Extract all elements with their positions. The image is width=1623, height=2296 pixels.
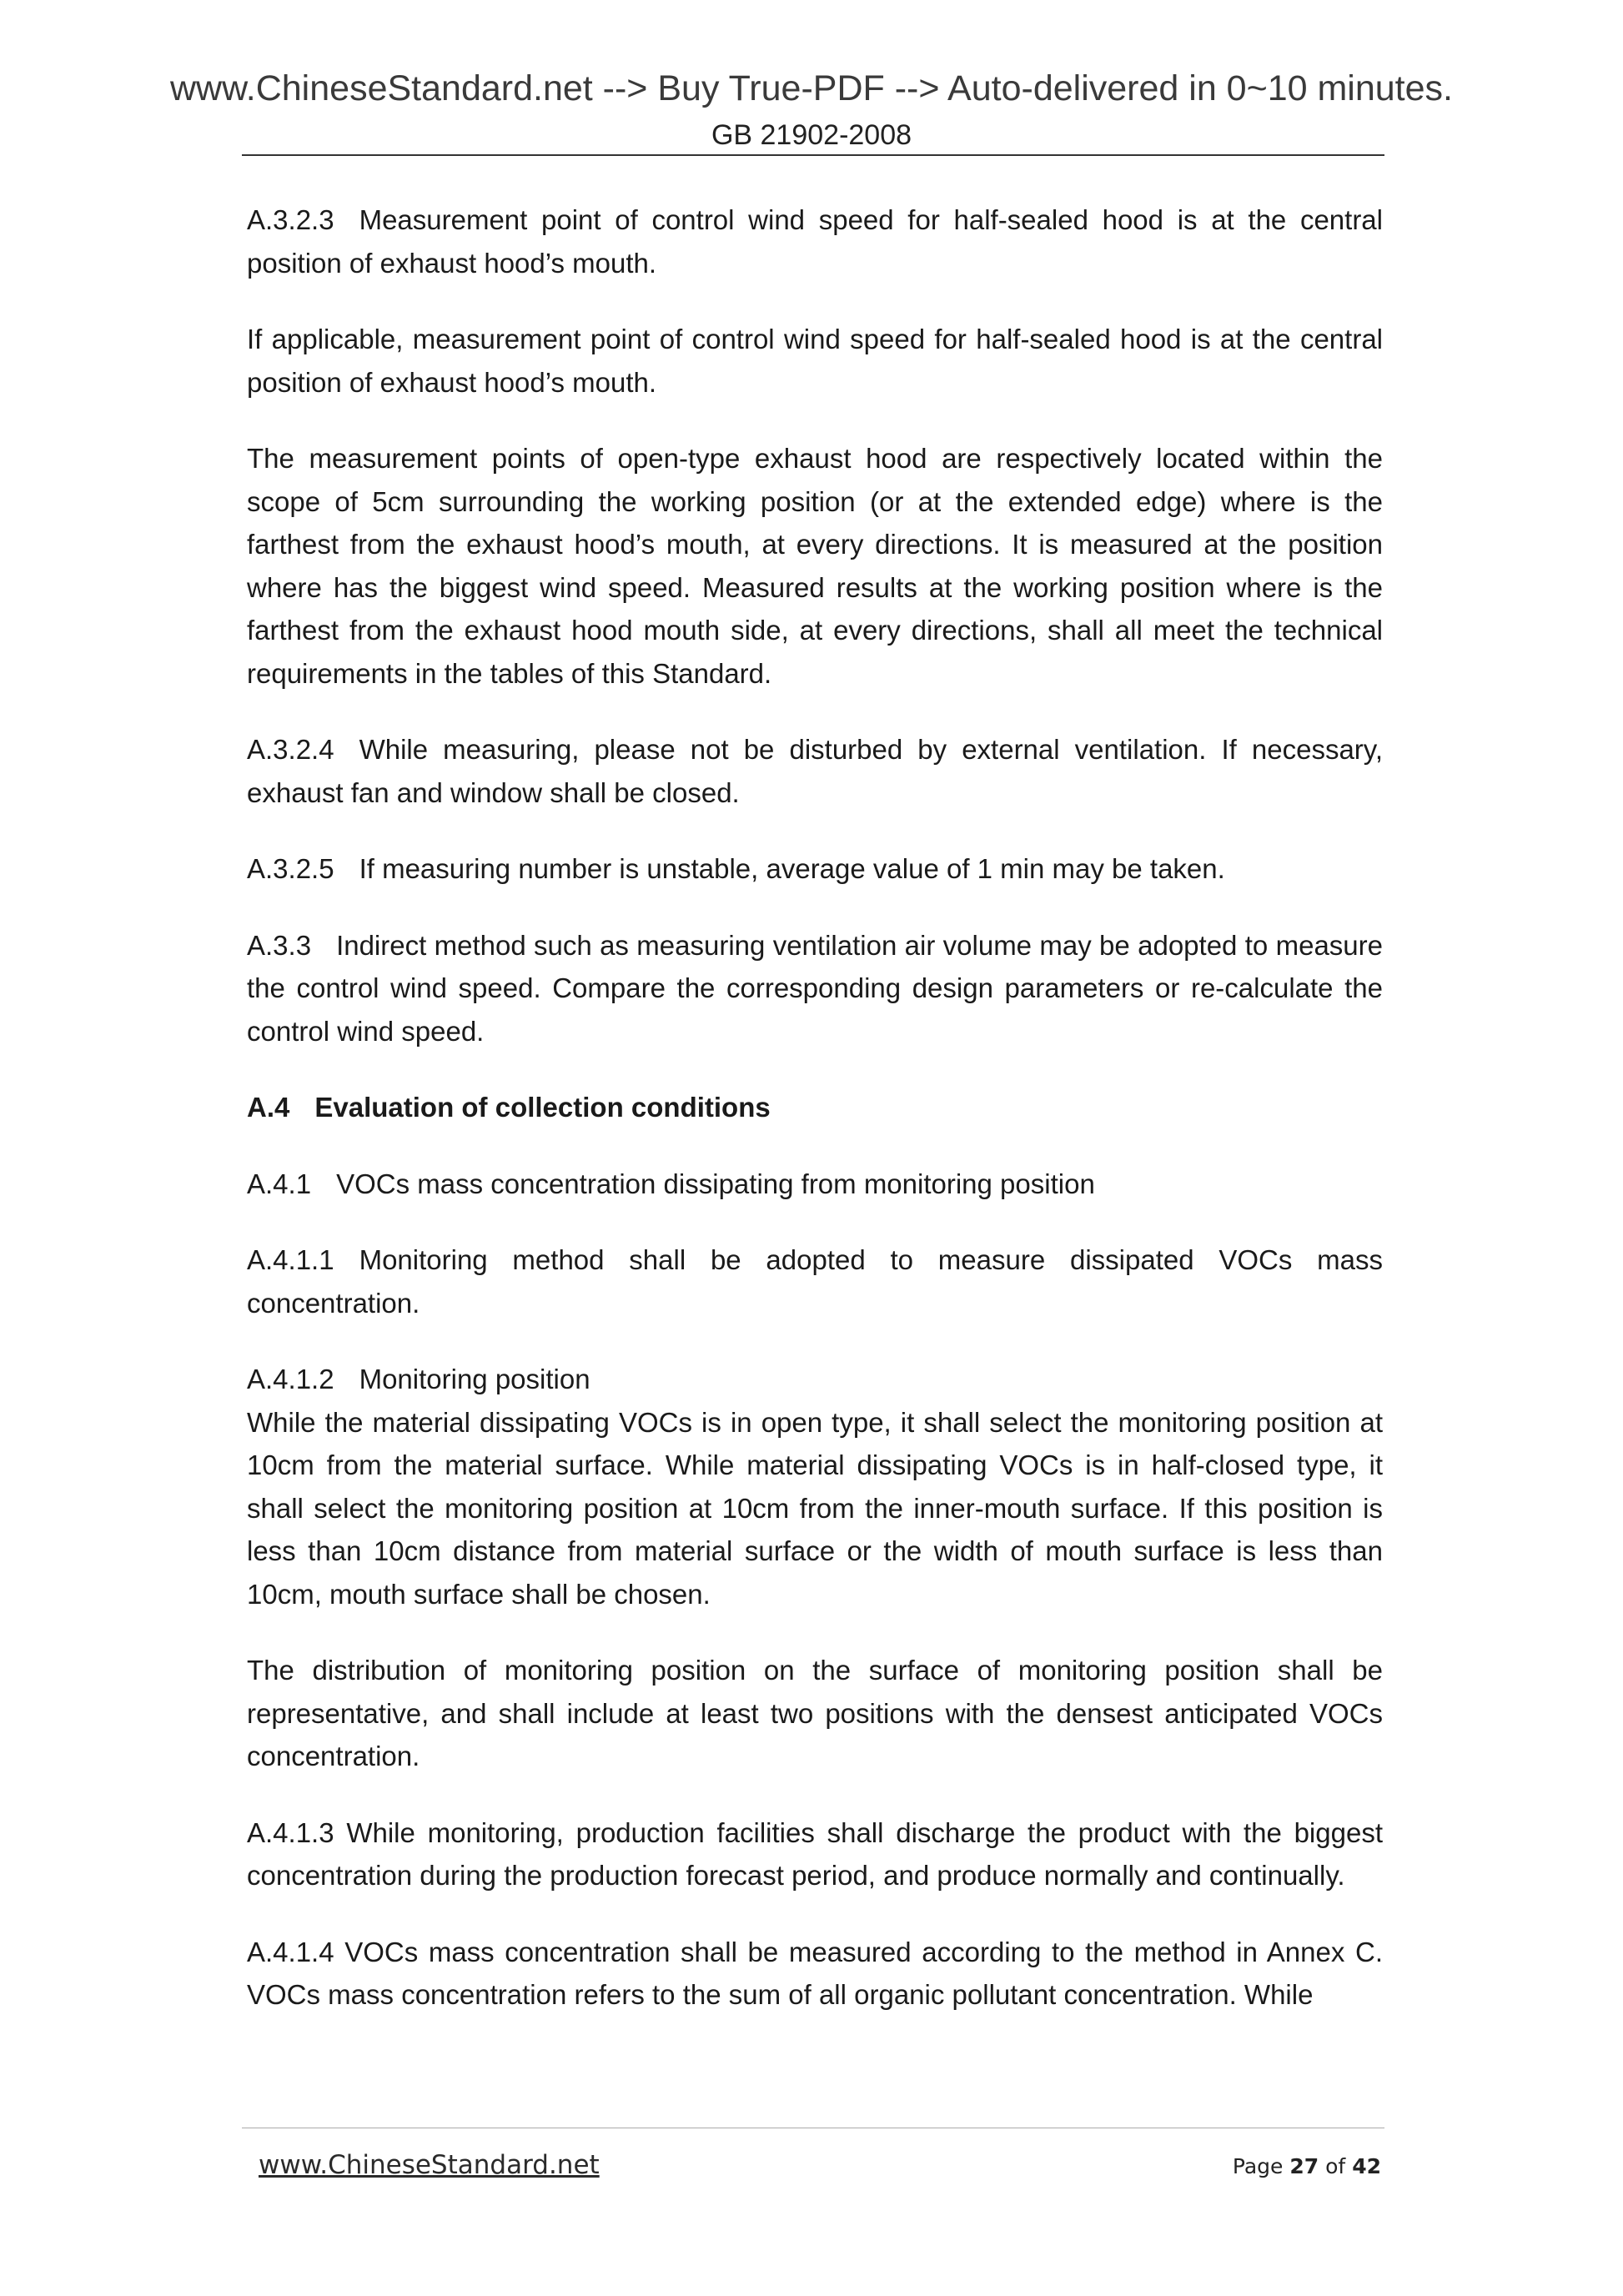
paragraph-text: A.4.1.4 VOCs mass concentration shall be measured according to the method in Annex C. VOCs mass concentration refers to the sum of all organic pollutant concentration. While (247, 1936, 1383, 2010)
paragraph-text: If measuring number is unstable, average value of 1 min may be taken. (359, 853, 1225, 884)
paragraph-a-4-1 (247, 1163, 1383, 1206)
total-pages: 42 (1352, 2154, 1381, 2178)
paragraph (247, 318, 1383, 404)
paragraph-text: Monitoring position (359, 1364, 590, 1394)
clause-number: A.4.1.1 (247, 1244, 334, 1275)
paragraph-text: VOCs mass concentration dissipating from monitoring position (336, 1168, 1095, 1199)
paragraph (247, 1649, 1383, 1778)
paragraph-text: The measurement points of open-type exhaust hood are respectively located within the scope of 5cm surrounding the working position (or at the extended edge) where is the farthest from the exhaust hood’s mouth, at every directions. It is measured at the position where has the biggest wind speed. Measured results at the working position where is the farthest from the exhaust hood mouth side, at every directions, shall all meet the technical requirements in the tables of this Standard. (247, 443, 1383, 689)
paragraph-a-3-2-3 (247, 198, 1383, 284)
standard-code: GB 21902-2008 (711, 119, 912, 151)
section-number: A.4 (247, 1092, 290, 1123)
clause-number: A.3.2.3 (247, 204, 334, 235)
paragraph-text: If applicable, measurement point of control wind speed for half-sealed hood is at the central position of exhaust hood’s mouth. (247, 324, 1383, 398)
page-separator: of (1325, 2154, 1346, 2178)
paragraph (247, 1401, 1383, 1616)
page-prefix: Page (1232, 2154, 1284, 2178)
paragraph-text: While measuring, please not be disturbed by external ventilation. If necessary, exhaust fan and window shall be closed. (247, 734, 1383, 808)
paragraph-text: Indirect method such as measuring ventilation air volume may be adopted to measure the control wind speed. Compare the corresponding design parameters or re-calculate the control wind speed. (247, 929, 1383, 1047)
section-title: Evaluation of collection conditions (314, 1092, 771, 1123)
paragraph-a-4-1-1 (247, 1238, 1383, 1324)
clause-number: A.3.2.5 (247, 853, 334, 884)
paragraph-a-4-1-4 (247, 1931, 1383, 2017)
header-divider (242, 154, 1384, 156)
clause-number: A.3.3 (247, 929, 312, 961)
clause-number: A.3.2.4 (247, 734, 334, 765)
paragraph-a-4-1-2 (247, 1358, 1383, 1401)
paragraph-a-3-3 (247, 924, 1383, 1053)
section-heading-a-4 (247, 1086, 1383, 1129)
clause-number: A.4.1.2 (247, 1364, 334, 1394)
paragraph-text: Measurement point of control wind speed for half-sealed hood is at the central position of exhaust hood’s mouth. (247, 204, 1383, 279)
clause-number: A.4.1 (247, 1168, 312, 1199)
paragraph-a-3-2-4 (247, 728, 1383, 814)
footer-link[interactable]: www.ChineseStandard.net (259, 2150, 600, 2180)
document-body (247, 198, 1383, 2017)
paragraph-a-4-1-3 (247, 1811, 1383, 1897)
page-indicator (1233, 2152, 1381, 2182)
paragraph-text: The distribution of monitoring position on the surface of monitoring position shall be representative, and shall include at least two positions with the densest anticipated VOCs concentration. (247, 1655, 1383, 1771)
paragraph-text: A.4.1.3 While monitoring, production facilities shall discharge the product with the biggest concentration during the production forecast period, and produce normally and continually. (247, 1816, 1383, 1891)
current-page: 27 (1289, 2154, 1319, 2178)
site-banner[interactable]: www.ChineseStandard.net --> Buy True-PDF --> Auto-delivered in 0~10 minutes. (169, 68, 1453, 108)
paragraph-text: While the material dissipating VOCs is in open type, it shall select the monitoring position at 10cm from the material surface. While material dissipating VOCs is in half-closed type, it shall select the monitoring position at 10cm from the inner-mouth surface. If this position is less than 10cm distance from material surface or the width of mouth surface is less than 10cm, mouth surface shall be chosen. (247, 1406, 1383, 1610)
paragraph (247, 437, 1383, 695)
paragraph-text: Monitoring method shall be adopted to measure dissipated VOCs mass concentration. (247, 1244, 1383, 1319)
paragraph-a-3-2-5 (247, 847, 1383, 891)
